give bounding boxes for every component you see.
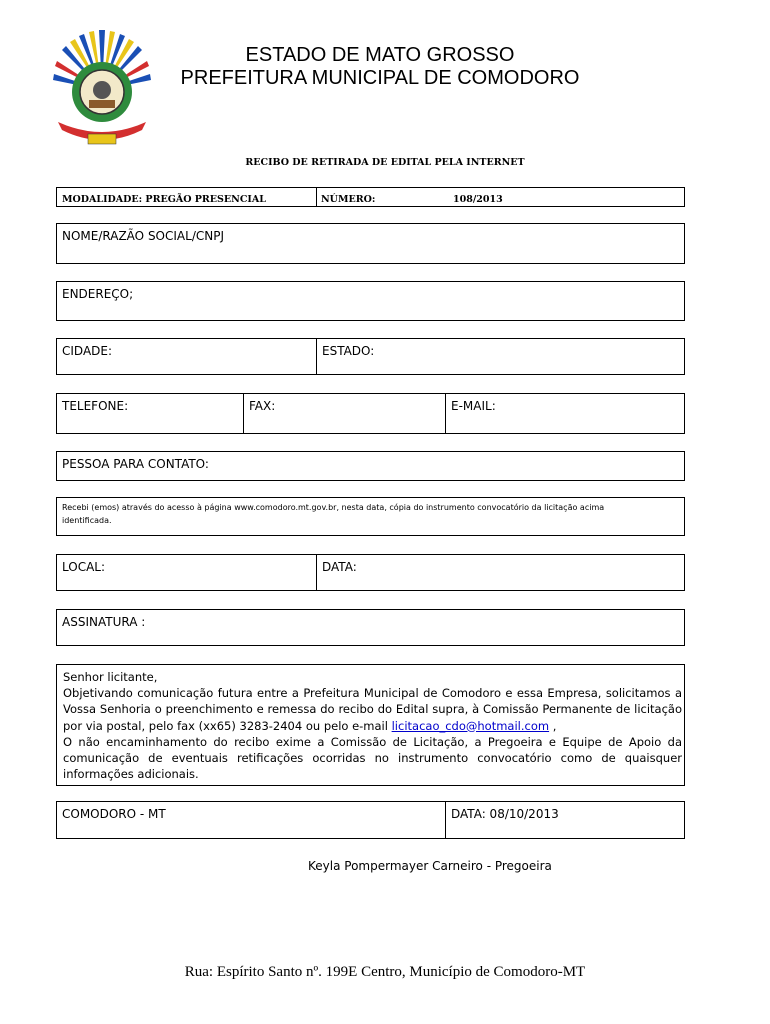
contact-row [56, 393, 685, 434]
nome-field[interactable] [56, 223, 685, 264]
contato-field[interactable] [56, 451, 685, 481]
notice-greeting: Senhor licitante, [63, 670, 158, 684]
email-field[interactable] [446, 394, 684, 433]
email-link[interactable]: licitacao_cdo@hotmail.com [391, 718, 550, 733]
local-label: LOCAL: [62, 560, 106, 574]
modalidade-row [56, 187, 685, 207]
estado-field[interactable] [317, 339, 684, 374]
assinatura-label: ASSINATURA : [62, 615, 146, 629]
signature-line: Keyla Pompermayer Carneiro - Pregoeira [308, 859, 552, 873]
place-date-row [56, 801, 685, 839]
email-label: E-MAIL: [451, 399, 496, 413]
telefone-field[interactable] [57, 394, 244, 433]
contato-label: PESSOA PARA CONTATO: [62, 457, 209, 471]
data-label: DATA: [322, 560, 357, 574]
modalidade-label: MODALIDADE: PREGÃO PRESENCIAL [62, 194, 266, 205]
coat-of-arms-logo [52, 30, 152, 148]
numero-label: NÚMERO: [321, 194, 376, 205]
fax-field[interactable] [244, 394, 446, 433]
declaration-text: Recebi (emos) através do acesso à página www.comodoro.mt.gov.br, nesta data, cópia do instrumento convocatório da licitação acima identificada. [62, 503, 605, 525]
declaration-box [56, 497, 685, 536]
estado-label: ESTADO: [322, 344, 375, 358]
local-field[interactable] [57, 555, 317, 590]
cidade-field[interactable] [57, 339, 317, 374]
endereco-field[interactable] [56, 281, 685, 321]
cidade-label: CIDADE: [62, 344, 113, 358]
notice-text [63, 669, 682, 782]
state-name: ESTADO DE MATO GROSSO [245, 44, 515, 66]
notice-box [56, 664, 685, 786]
date-label: DATA: 08/10/2013 [451, 807, 559, 821]
local-data-row [56, 554, 685, 591]
notice-paragraph-1: Objetivando comunicação futura entre a Prefeitura Municipal de Comodoro e essa Empresa, solicitamos a Vossa Senhoria o preenchimento e remessa do recibo do Edital supra, à Comissão Permanente de licitação por via postal, pelo fax (xx65) 3283-2404 ou pelo e-mail licitacao_cdo@hotmail.com , [63, 686, 682, 733]
assinatura-field[interactable] [56, 609, 685, 646]
cidade-estado-row [56, 338, 685, 375]
notice-paragraph-2: O não encaminhamento do recibo exime a Comissão de Licitação, a Pregoeira e Equipe de Apoio da comunicação de eventuais retificações ocorridas no instrumento convocatório como de quaisquer informações adicionais. [63, 734, 682, 782]
nome-label: NOME/RAZÃO SOCIAL/CNPJ [62, 229, 224, 243]
municipality-name: PREFEITURA MUNICIPAL DE COMODORO [180, 67, 580, 89]
data-field[interactable] [317, 555, 684, 590]
telefone-label: TELEFONE: [62, 399, 129, 413]
endereco-label: ENDEREÇO; [62, 287, 134, 301]
document-title: RECIBO DE RETIRADA DE EDITAL PELA INTERNET [245, 157, 525, 168]
place-label: COMODORO - MT [62, 807, 166, 821]
footer-address: Rua: Espírito Santo nº. 199E Centro, Município de Comodoro-MT [184, 964, 586, 980]
numero-value: 108/2013 [453, 194, 503, 205]
fax-label: FAX: [249, 399, 276, 413]
